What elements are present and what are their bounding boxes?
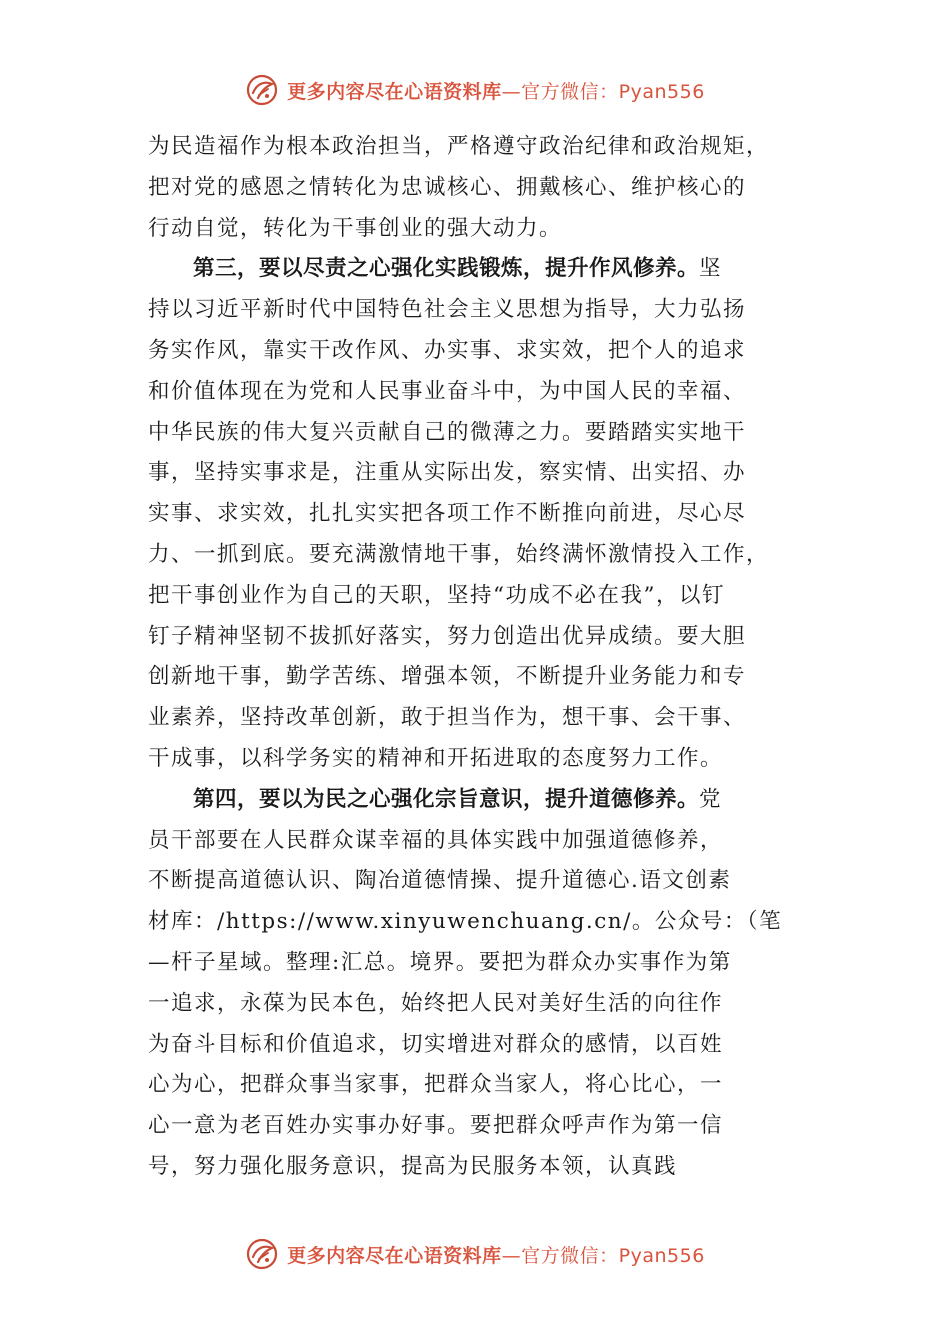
header-banner <box>0 70 950 110</box>
line-text: 事，坚持实事求是，注重从实际出发，察实情、出实招、办 <box>148 460 747 486</box>
text-line <box>148 943 808 984</box>
line-text: 务实作风，靠实干改作风、办实事、求实效，把个人的追求 <box>148 337 747 363</box>
text-line <box>148 290 808 331</box>
line-text: —杆子星域。整理:汇总。境界。要把为群众办实事作为第 <box>148 949 732 975</box>
line-text: 员干部要在人民群众谋幸福的具体实践中加强道德修养， <box>148 827 724 853</box>
banner-text-main: 更多内容尽在心语资料库 <box>287 1244 502 1267</box>
banner-text-rest: —官方微信：Pyan556 <box>501 80 705 103</box>
document-body <box>148 127 808 1188</box>
text-line <box>148 1025 808 1066</box>
line-text: 为奋斗目标和价值追求，切实增进对群众的感情，以百姓 <box>148 1031 724 1057</box>
line-text: 为民造福作为根本政治担当，严格遵守政治纪律和政治规矩， <box>148 134 770 159</box>
line-text: 钉子精神坚韧不拔抓好落实，努力创造出优异成绩。要大胆 <box>148 623 747 649</box>
line-text: 创新地干事，勤学苦练、增强本领，不断提升业务能力和专 <box>148 664 747 690</box>
text-line <box>148 331 808 372</box>
line-text: 持以习近平新时代中国特色社会主义思想为指导，大力弘扬 <box>148 297 747 323</box>
banner-text-rest: —官方微信：Pyan556 <box>501 1244 705 1267</box>
text-line <box>148 168 808 209</box>
text-line <box>148 209 808 250</box>
line-text: 行动自觉，转化为干事创业的强大动力。 <box>148 215 563 241</box>
text-line <box>148 1106 808 1147</box>
brand-logo-icon <box>245 1237 279 1271</box>
line-text: 力、一抓到底。要充满激情地干事，始终满怀激情投入工作， <box>148 541 770 567</box>
brand-logo-icon <box>245 73 279 107</box>
line-text: 把干事创业作为自己的天职，坚持“功成不必在我”，以钉 <box>148 582 725 608</box>
text-line <box>148 453 808 494</box>
text-line <box>148 861 808 902</box>
line-text: 坚 <box>699 256 723 282</box>
banner-text-main: 更多内容尽在心语资料库 <box>287 80 502 103</box>
text-line <box>148 127 808 168</box>
line-text: 心一意为老百姓办实事办好事。要把群众呼声作为第一信 <box>148 1113 724 1139</box>
banner-text <box>287 1241 705 1268</box>
section-heading: 第四，要以为民之心强化宗旨意识，提升道德修养。 <box>193 786 700 812</box>
section-heading: 第三，要以尽责之心强化实践锻炼，提升作风修养。 <box>193 256 700 282</box>
text-line <box>148 657 808 698</box>
text-line <box>148 821 808 862</box>
line-text: 中华民族的伟大复兴贡献自己的微薄之力。要踏踏实实地干 <box>148 419 747 445</box>
text-line <box>148 535 808 576</box>
line-text: 号，努力强化服务意识，提高为民服务本领，认真践 <box>148 1153 678 1179</box>
text-line <box>148 739 808 780</box>
line-text: 实事、求实效，扎扎实实把各项工作不断推向前进，尽心尽 <box>148 501 747 527</box>
text-line <box>148 1147 808 1188</box>
line-text: 和价值体现在为党和人民事业奋斗中，为中国人民的幸福、 <box>148 378 747 404</box>
line-text: 把对党的感恩之情转化为忠诚核心、拥戴核心、维护核心的 <box>148 174 747 200</box>
text-line <box>148 1065 808 1106</box>
line-text: 干成事，以科学务实的精神和开拓进取的态度努力工作。 <box>148 745 724 771</box>
line-text: 不断提高道德认识、陶冶道德情操、提升道德心.语文创素 <box>148 868 732 894</box>
line-text: 一追求，永葆为民本色，始终把人民对美好生活的向往作 <box>148 990 724 1016</box>
line-text: 材库：/https://www.xinyuwenchuang.cn/。公众号：（笔 <box>148 909 783 935</box>
text-line <box>148 984 808 1025</box>
line-text: 业素养，坚持改革创新，敢于担当作为，想干事、会干事、 <box>148 705 747 731</box>
line-text: 党 <box>699 786 723 812</box>
text-line <box>148 249 808 290</box>
text-line <box>148 494 808 535</box>
text-line <box>148 698 808 739</box>
text-line <box>148 780 808 821</box>
line-text: 心为心，把群众事当家事，把群众当家人，将心比心，一 <box>148 1072 724 1098</box>
footer-banner <box>0 1234 950 1274</box>
banner-text <box>287 77 705 104</box>
text-line <box>148 902 808 943</box>
text-line <box>148 617 808 658</box>
text-line <box>148 372 808 413</box>
text-line <box>148 576 808 617</box>
text-line <box>148 413 808 454</box>
